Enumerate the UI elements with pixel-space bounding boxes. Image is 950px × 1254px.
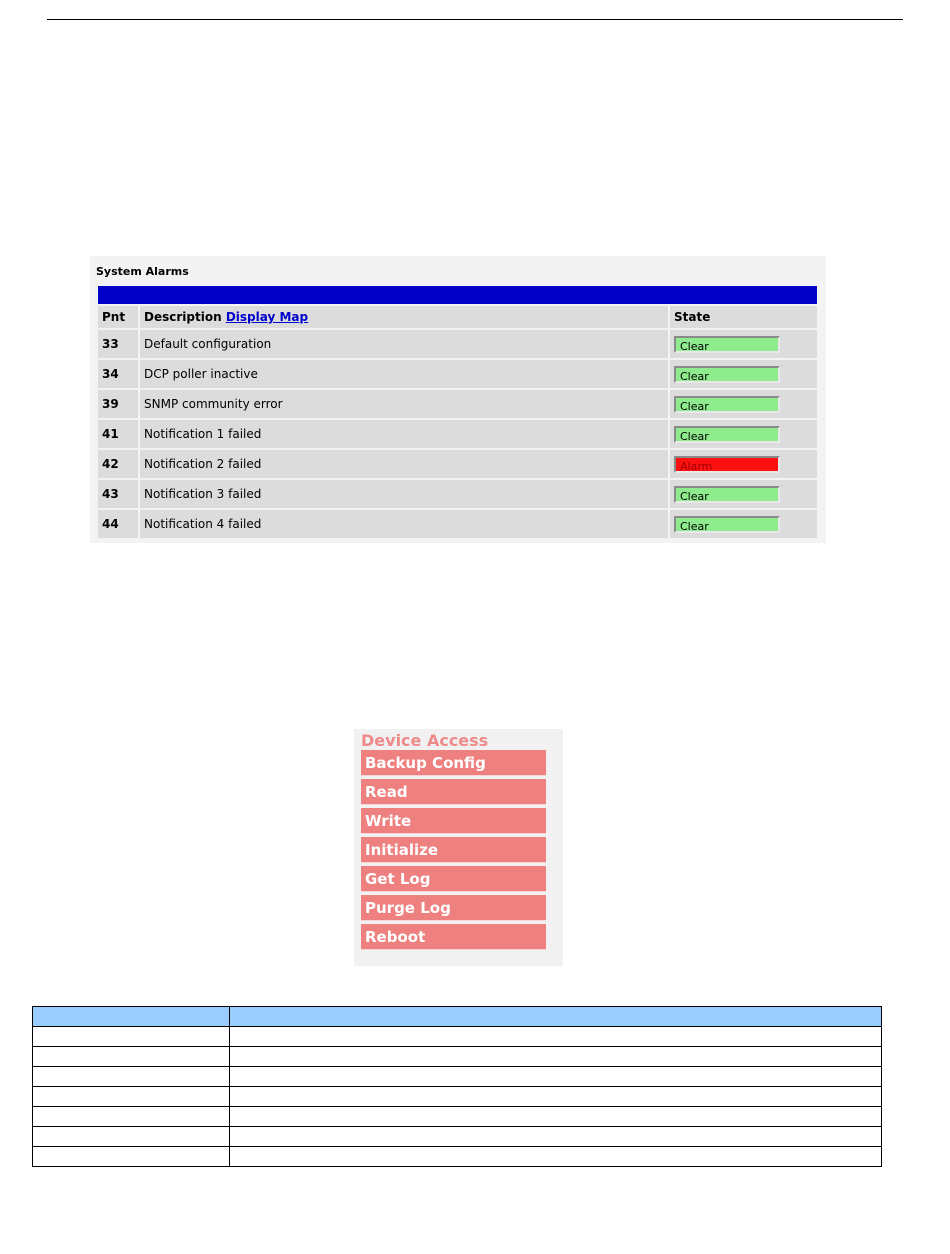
blank-cell xyxy=(33,1147,230,1167)
system-alarms-title: System Alarms xyxy=(96,265,189,278)
table-row xyxy=(98,450,817,478)
pnt-cell: 34 xyxy=(98,360,140,388)
state-indicator: Clear xyxy=(674,396,780,413)
blank-cell xyxy=(230,1147,882,1167)
table-row xyxy=(33,1127,882,1147)
display-map-link[interactable]: Display Map xyxy=(225,310,309,324)
alarms-table xyxy=(98,304,817,540)
description-cell: Notification 1 failed xyxy=(140,420,670,448)
state-indicator: Clear xyxy=(674,366,780,383)
pnt-cell: 43 xyxy=(98,480,140,508)
table-row xyxy=(98,480,817,508)
state-cell xyxy=(670,450,817,478)
table-row xyxy=(33,1147,882,1167)
blank-cell xyxy=(33,1047,230,1067)
blank-cell xyxy=(230,1027,882,1047)
blank-cell xyxy=(33,1067,230,1087)
table-row xyxy=(33,1107,882,1127)
table-row xyxy=(98,510,817,538)
state-cell xyxy=(670,480,817,508)
alarms-header-row xyxy=(98,306,817,328)
state-cell xyxy=(670,330,817,358)
table-row xyxy=(33,1087,882,1107)
purge-log-button[interactable]: Purge Log xyxy=(361,895,546,921)
blank-cell xyxy=(33,1027,230,1047)
table-row xyxy=(33,1047,882,1067)
state-indicator: Clear xyxy=(674,426,780,443)
blank-cell xyxy=(230,1007,882,1027)
blank-cell xyxy=(33,1107,230,1127)
table-row xyxy=(98,420,817,448)
state-indicator: Clear xyxy=(674,516,780,533)
blank-cell xyxy=(230,1067,882,1087)
read-button[interactable]: Read xyxy=(361,779,546,805)
state-cell xyxy=(670,420,817,448)
description-cell: DCP poller inactive xyxy=(140,360,670,388)
table-row xyxy=(33,1067,882,1087)
system-alarms-panel xyxy=(90,256,826,543)
pnt-header: Pnt xyxy=(98,306,140,328)
description-header-label: Description xyxy=(144,310,222,324)
state-cell xyxy=(670,390,817,418)
pnt-cell: 39 xyxy=(98,390,140,418)
blank-cell xyxy=(33,1127,230,1147)
table-row xyxy=(33,1027,882,1047)
description-cell: Notification 2 failed xyxy=(140,450,670,478)
description-cell: Notification 4 failed xyxy=(140,510,670,538)
description-cell: SNMP community error xyxy=(140,390,670,418)
pnt-cell: 42 xyxy=(98,450,140,478)
backup-config-button[interactable]: Backup Config xyxy=(361,750,546,776)
blank-table xyxy=(32,1006,882,1167)
initialize-button[interactable]: Initialize xyxy=(361,837,546,863)
table-row xyxy=(98,360,817,388)
device-access-title: Device Access xyxy=(361,731,489,750)
blank-cell xyxy=(230,1087,882,1107)
table-row xyxy=(98,330,817,358)
description-cell: Notification 3 failed xyxy=(140,480,670,508)
pnt-cell: 33 xyxy=(98,330,140,358)
blank-cell xyxy=(230,1107,882,1127)
pnt-cell: 44 xyxy=(98,510,140,538)
pnt-cell: 41 xyxy=(98,420,140,448)
blank-cell xyxy=(33,1007,230,1027)
state-indicator: Clear xyxy=(674,486,780,503)
state-header: State xyxy=(670,306,817,328)
description-header xyxy=(140,306,670,328)
page-top-rule xyxy=(47,19,903,20)
table-row xyxy=(98,390,817,418)
write-button[interactable]: Write xyxy=(361,808,546,834)
blank-cell xyxy=(230,1127,882,1147)
state-indicator: Clear xyxy=(674,336,780,353)
state-cell xyxy=(670,510,817,538)
blank-cell xyxy=(33,1087,230,1107)
alarms-header-bar xyxy=(98,286,817,304)
blank-cell xyxy=(230,1047,882,1067)
blank-table-header xyxy=(33,1007,882,1027)
get-log-button[interactable]: Get Log xyxy=(361,866,546,892)
state-indicator: Alarm xyxy=(674,456,780,473)
device-access-menu xyxy=(354,729,563,966)
state-cell xyxy=(670,360,817,388)
description-cell: Default configuration xyxy=(140,330,670,358)
reboot-button[interactable]: Reboot xyxy=(361,924,546,950)
